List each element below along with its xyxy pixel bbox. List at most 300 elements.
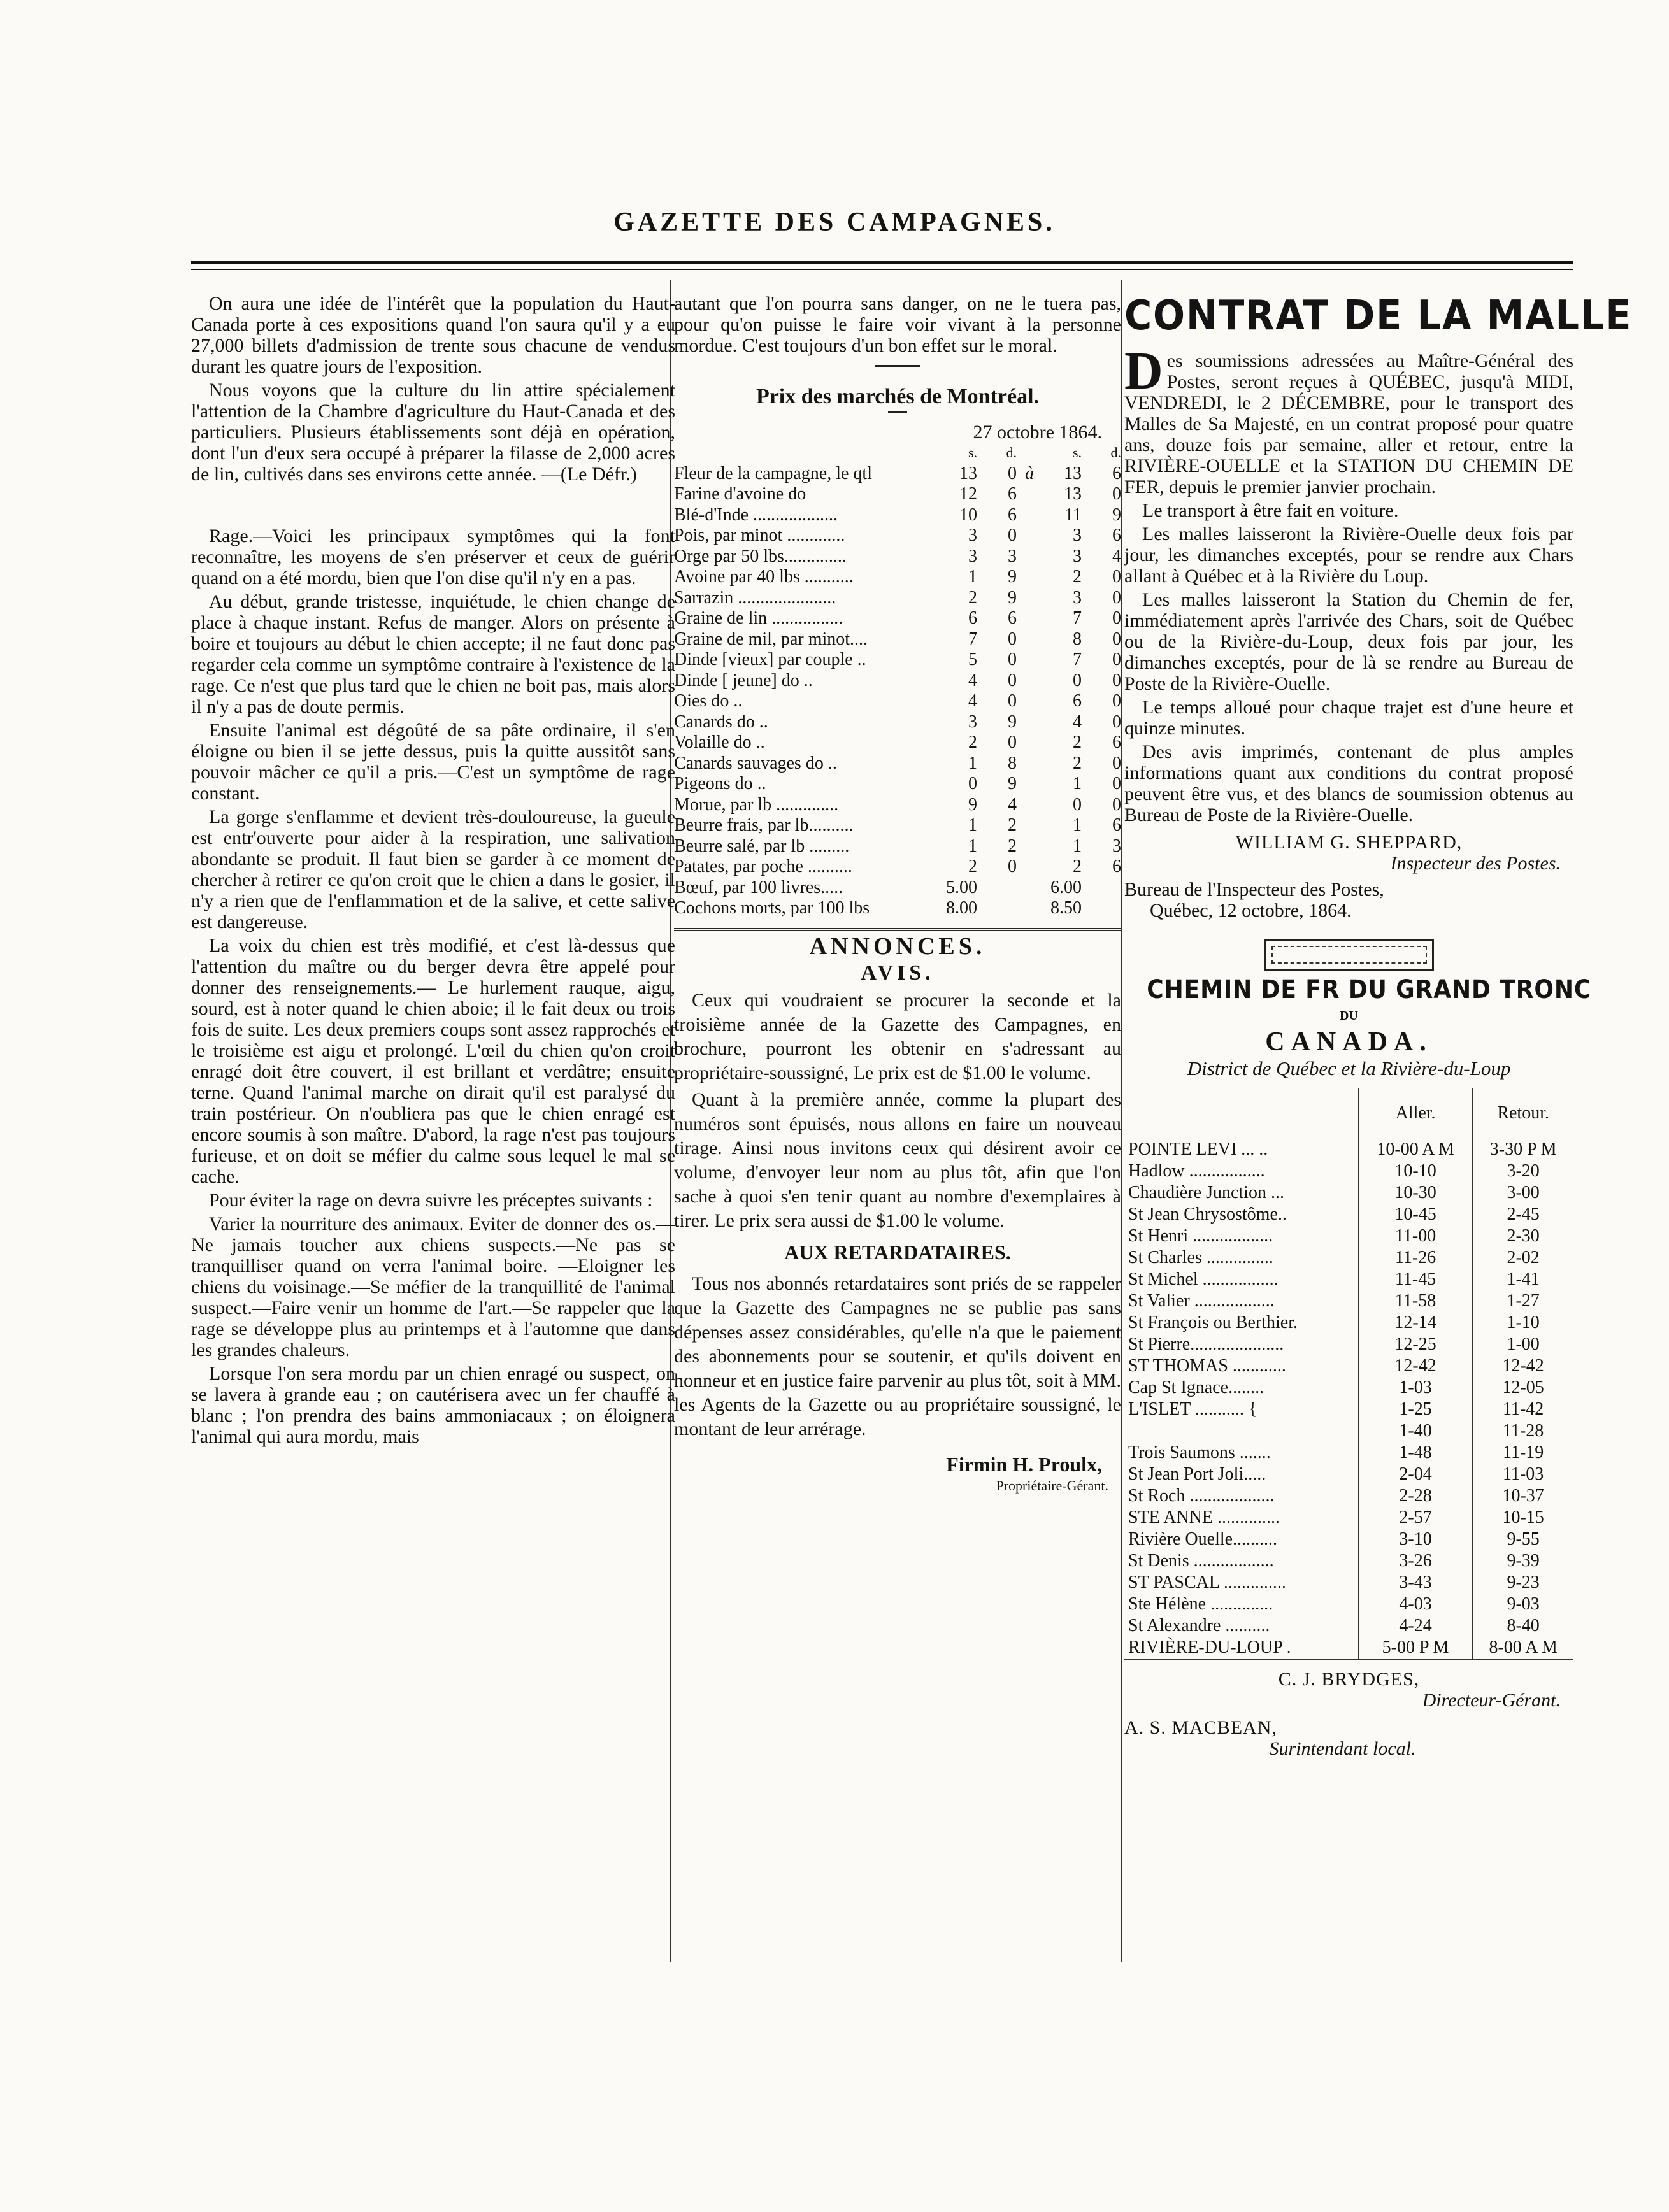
time-aller: 10-45 bbox=[1359, 1204, 1472, 1225]
time-retour: 11-19 bbox=[1503, 1443, 1544, 1462]
price-high: 0 bbox=[1073, 670, 1082, 690]
price-low: 2 bbox=[968, 732, 977, 752]
station-name: ST THOMAS ............ bbox=[1124, 1355, 1359, 1377]
price-high: 3 bbox=[1073, 525, 1082, 545]
time-retour: 10-15 bbox=[1502, 1508, 1544, 1527]
price-separator bbox=[1017, 795, 1042, 816]
price-separator bbox=[1017, 484, 1042, 505]
market-item-name: Oies do .. bbox=[674, 691, 743, 711]
article-paragraph: La gorge s'enflamme et devient très-douloureuse, la gueule est entr'ouverte pour aider à la respiration, une salivation abondante se produit. Il faut bien se garder à ce moment de chercher à retirer ce qu'on croit que le chien a dans le gosier, il n'y a rien que de l'enflammation et de la salive, et cette salive est dangereuse. bbox=[191, 806, 675, 932]
price-high-d: 0 bbox=[1112, 608, 1121, 628]
price-low-d: 0 bbox=[1008, 650, 1017, 669]
time-aller: 10-30 bbox=[1359, 1182, 1472, 1204]
price-high-d: 0 bbox=[1112, 794, 1121, 815]
station-name: Rivière Ouelle.......... bbox=[1124, 1529, 1359, 1550]
schedule-row bbox=[1124, 1594, 1573, 1615]
price-high-d: 0 bbox=[1112, 670, 1121, 690]
price-separator bbox=[1017, 857, 1042, 878]
schedule-row bbox=[1124, 1204, 1573, 1225]
time-retour: 1-27 bbox=[1507, 1291, 1540, 1311]
market-row bbox=[674, 464, 1121, 485]
schedule-row bbox=[1124, 1290, 1573, 1312]
column-divider-2 bbox=[1121, 280, 1122, 1962]
price-low-d: 9 bbox=[1008, 711, 1017, 732]
column-3 bbox=[1124, 292, 1633, 1759]
time-aller: 12-14 bbox=[1359, 1312, 1472, 1334]
signature-role: Propriétaire-Gérant. bbox=[996, 1477, 1108, 1494]
price-low: 6 bbox=[968, 608, 977, 628]
price-separator bbox=[1017, 898, 1042, 919]
price-low: 0 bbox=[968, 774, 977, 794]
time-aller: 4-03 bbox=[1359, 1594, 1472, 1615]
price-high: 1 bbox=[1073, 774, 1082, 794]
time-aller: 10-10 bbox=[1359, 1160, 1472, 1182]
station-name: St François ou Berthier. bbox=[1124, 1312, 1359, 1334]
price-low: 2 bbox=[968, 587, 977, 608]
time-retour: 11-28 bbox=[1503, 1421, 1544, 1441]
price-low-d: 0 bbox=[1008, 463, 1017, 483]
time-aller: 1-25 bbox=[1359, 1399, 1472, 1420]
contract-paragraph: Des avis imprimés, contenant de plus amples informations quant aux conditions du contrat proposé peuvent être vus, et des blancs de soumission obtenus au Bureau de Poste de la Rivière-Ouelle. bbox=[1124, 741, 1573, 825]
price-separator bbox=[1017, 712, 1042, 733]
contract-title: CONTRAT DE LA MALLE bbox=[1124, 292, 1633, 339]
price-low: 3 bbox=[968, 546, 977, 566]
time-retour: 3-00 bbox=[1507, 1183, 1540, 1202]
price-high-d: 9 bbox=[1112, 504, 1121, 525]
article-paragraph: Rage.—Voici les principaux symptômes qui la font reconnaître, les moyens de s'en préserver et ceux de guérir quand on a été mordu, bien que l'on dise qu'il n'y en a pas. bbox=[191, 525, 675, 589]
price-low: 1 bbox=[968, 753, 977, 773]
price-high-d: 3 bbox=[1112, 836, 1121, 856]
article-paragraph: On aura une idée de l'intérêt que la population du Haut-Canada porte à ces expositions quand l'on saura qu'il y a eu 27,000 billets d'admission de trente sous chacune de vendus durant les quatre jours de l'exposition. bbox=[191, 293, 675, 377]
schedule-row bbox=[1124, 1507, 1573, 1529]
price-low: 3 bbox=[968, 711, 977, 732]
market-row bbox=[674, 505, 1121, 526]
col-retour-header: Retour. bbox=[1497, 1103, 1549, 1123]
price-separator bbox=[1017, 650, 1042, 671]
station-name: St Michel ................. bbox=[1124, 1269, 1359, 1290]
price-low: 5.00 bbox=[946, 877, 977, 897]
macbean-role: Surintendant local. bbox=[1269, 1738, 1416, 1759]
article-paragraph: Au début, grande tristesse, inquiétude, le chien change de place à chaque instant. Refus de manger. Alors on présente à boire et toujours au début le chien accepte; il ne faut donc pas regarder cela comme un symptôme contraire à l'existence de la rage. Ce n'est que plus tard que le chien ne boit pas, mais alors il n'y a pas de doute permis. bbox=[191, 591, 675, 717]
price-high-d bbox=[1082, 878, 1121, 899]
schedule-row bbox=[1124, 1529, 1573, 1550]
price-high-d: 6 bbox=[1112, 732, 1121, 752]
station-name: Chaudière Junction ... bbox=[1124, 1182, 1359, 1204]
station-name: St Charles ............... bbox=[1124, 1247, 1359, 1269]
price-high: 3 bbox=[1073, 546, 1082, 566]
price-separator bbox=[1017, 567, 1042, 588]
station-name: L'ISLET ........... { bbox=[1124, 1399, 1359, 1420]
station-name: Ste Hélène .............. bbox=[1124, 1594, 1359, 1615]
time-aller: 2-28 bbox=[1359, 1485, 1472, 1507]
market-title: Prix des marchés de Montréal. bbox=[756, 385, 1040, 408]
market-row bbox=[674, 753, 1121, 774]
price-high-d: 0 bbox=[1112, 567, 1121, 587]
schedule-row bbox=[1124, 1442, 1573, 1464]
schedule-row bbox=[1124, 1247, 1573, 1269]
station-name: St Roch ................... bbox=[1124, 1485, 1359, 1507]
schedule-row bbox=[1124, 1377, 1573, 1399]
price-separator bbox=[1017, 629, 1042, 650]
time-retour: 3-30 P M bbox=[1489, 1139, 1557, 1159]
price-high-d: 6 bbox=[1112, 857, 1121, 876]
schedule-row bbox=[1124, 1355, 1573, 1377]
price-high: 8.50 bbox=[1050, 898, 1082, 918]
time-aller: 1-03 bbox=[1359, 1377, 1472, 1399]
price-high: 3 bbox=[1073, 587, 1082, 608]
price-high: 7 bbox=[1073, 608, 1082, 628]
contract-paragraph: Le transport à être fait en voiture. bbox=[1142, 500, 1399, 521]
price-low-d: 9 bbox=[1008, 567, 1017, 587]
station-name: POINTE LEVI ... .. bbox=[1124, 1139, 1359, 1160]
station-name: Hadlow ................. bbox=[1124, 1160, 1359, 1182]
price-high-d: 0 bbox=[1112, 711, 1121, 732]
schedule-row bbox=[1124, 1550, 1573, 1572]
price-high: 1 bbox=[1073, 836, 1082, 856]
train-schedule bbox=[1124, 1088, 1573, 1660]
price-low-d: 8 bbox=[1008, 753, 1017, 773]
market-item-name: Graine de lin ................ bbox=[674, 608, 843, 628]
market-item-name: Canards do .. bbox=[674, 711, 768, 732]
bureau-line: Bureau de l'Inspecteur des Postes, bbox=[1124, 879, 1384, 900]
masthead-rule bbox=[191, 261, 1573, 264]
time-retour: 12-42 bbox=[1502, 1356, 1544, 1376]
price-low: 13 bbox=[959, 463, 977, 483]
price-high-d: 0 bbox=[1112, 587, 1121, 608]
station-name: ST PASCAL .............. bbox=[1124, 1572, 1359, 1594]
separator bbox=[875, 365, 920, 367]
market-row bbox=[674, 857, 1121, 878]
price-low-d: 3 bbox=[1008, 546, 1017, 566]
station-name bbox=[1124, 1420, 1359, 1442]
price-separator bbox=[1017, 671, 1042, 692]
price-low: 10 bbox=[959, 504, 977, 525]
price-high: 2 bbox=[1073, 567, 1082, 587]
price-low-d: 0 bbox=[1008, 629, 1017, 649]
price-separator bbox=[1017, 691, 1042, 712]
grand-tronc-canada: CANADA. bbox=[1265, 1027, 1433, 1057]
market-row bbox=[674, 608, 1121, 629]
time-retour: 1-00 bbox=[1507, 1334, 1540, 1354]
price-high: 2 bbox=[1073, 732, 1082, 752]
time-aller: 1-40 bbox=[1359, 1420, 1472, 1442]
market-row bbox=[674, 484, 1121, 505]
schedule-row bbox=[1124, 1637, 1573, 1659]
price-separator: à bbox=[1025, 463, 1034, 483]
station-name: St Valier .................. bbox=[1124, 1290, 1359, 1312]
market-item-name: Fleur de la campagne, le qtl bbox=[674, 463, 872, 483]
schedule-row bbox=[1124, 1334, 1573, 1355]
avis-paragraph: Quant à la première année, comme la plupart des numéros sont épuisés, nous allons en faire un nouveau tirage. Ainsi nous invitons ceux qui désirent avoir ce volume, d'envoyer leur nom au plus tôt, afin que l'on sache à quoi s'en tenir quant au nombre d'exemplaires à tirer. Le prix sera aussi de $1.00 le volume. bbox=[674, 1088, 1121, 1231]
price-low-d: 2 bbox=[1008, 815, 1017, 835]
price-separator bbox=[1017, 505, 1042, 526]
price-high-d: 0 bbox=[1112, 774, 1121, 794]
macbean-name: A. S. MACBEAN, bbox=[1124, 1717, 1277, 1738]
market-row bbox=[674, 567, 1121, 588]
price-high: 7 bbox=[1073, 650, 1082, 669]
market-item-name: Farine d'avoine do bbox=[674, 484, 806, 504]
price-separator bbox=[1017, 815, 1042, 836]
time-retour: 2-30 bbox=[1507, 1226, 1540, 1246]
article-paragraph: Nous voyons que la culture du lin attire spécialement l'attention de la Chambre d'agriculture du Haut-Canada et des particuliers. Plusieurs établissements sont déjà en opération, dont l'un d'eux sera occupé à préparer la filasse de 2,000 acres de lin, cultivés dans ses environs cette année. —(Le Défr.) bbox=[191, 380, 675, 485]
time-aller: 4-24 bbox=[1359, 1615, 1472, 1637]
price-high: 8 bbox=[1073, 629, 1082, 649]
time-aller: 1-48 bbox=[1359, 1442, 1472, 1464]
price-low-d: 0 bbox=[1008, 670, 1017, 690]
market-row bbox=[674, 691, 1121, 712]
market-item-name: Orge par 50 lbs.............. bbox=[674, 546, 847, 566]
train-ornament-icon bbox=[1264, 939, 1434, 971]
price-low-d: 9 bbox=[1008, 587, 1017, 608]
price-high-d: 0 bbox=[1112, 484, 1121, 504]
price-separator bbox=[1017, 588, 1042, 609]
market-row bbox=[674, 525, 1121, 546]
contract-paragraph: Les malles laisseront la Station du Chemin de fer, immédiatement après l'arrivée des Chars, soit de Québec ou de la Rivière-du-Loup, deux fois par jour, les dimanches exceptés, pour de là se rendre au Bureau de Poste de la Rivière-Ouelle. bbox=[1124, 589, 1573, 694]
market-item-name: Patates, par poche .......... bbox=[674, 857, 852, 876]
station-name: St Jean Port Joli..... bbox=[1124, 1464, 1359, 1485]
market-row bbox=[674, 588, 1121, 609]
col-aller-header: Aller. bbox=[1359, 1088, 1472, 1139]
time-retour: 8-00 A M bbox=[1472, 1637, 1573, 1659]
time-retour: 9-39 bbox=[1507, 1551, 1540, 1571]
market-table bbox=[674, 464, 1121, 919]
article-paragraph: Lorsque l'on sera mordu par un chien enragé ou suspect, on se lavera à grande eau ; on cautérisera avec un fer chauffé à blanc ; l'on prendra des bains ammoniacaux ; on éloignera l'animal qui aura mordu, mais bbox=[191, 1363, 675, 1447]
price-low: 3 bbox=[968, 525, 977, 545]
price-low-d: 6 bbox=[1008, 504, 1017, 525]
market-unit-header: s. d. s. d. bbox=[968, 445, 1121, 460]
price-low-d bbox=[977, 878, 1017, 899]
sheppard-name: WILLIAM G. SHEPPARD, bbox=[1235, 832, 1463, 853]
price-high-d: 0 bbox=[1112, 691, 1121, 711]
price-low: 2 bbox=[968, 857, 977, 876]
price-high-d: 0 bbox=[1112, 753, 1121, 773]
price-low-d bbox=[977, 898, 1017, 919]
price-high-d bbox=[1082, 898, 1121, 919]
bureau-date: Québec, 12 octobre, 1864. bbox=[1150, 900, 1352, 921]
avis-paragraph: Ceux qui voudraient se procurer la seconde et la troisième année de la Gazette des Campagnes, en brochure, pourront les obtenir en s'adressant au propriétaire-soussigné, Le prix est de $1.00 le volume. bbox=[674, 989, 1121, 1083]
price-low-d: 6 bbox=[1008, 484, 1017, 504]
market-item-name: Bœuf, par 100 livres..... bbox=[674, 877, 843, 897]
masthead-rule-thin bbox=[191, 269, 1573, 270]
time-retour: 9-03 bbox=[1507, 1594, 1540, 1614]
price-separator bbox=[1017, 525, 1042, 546]
market-row bbox=[674, 898, 1121, 919]
time-retour: 12-05 bbox=[1502, 1378, 1544, 1397]
price-high: 0 bbox=[1073, 794, 1082, 815]
price-high-d: 4 bbox=[1112, 546, 1121, 566]
station-name: St Jean Chrysostôme.. bbox=[1124, 1204, 1359, 1225]
price-high: 4 bbox=[1073, 711, 1082, 732]
price-low-d: 4 bbox=[1008, 794, 1017, 815]
price-low-d: 0 bbox=[1008, 732, 1017, 752]
price-low: 5 bbox=[968, 650, 977, 669]
price-high: 13 bbox=[1064, 484, 1082, 504]
masthead: GAZETTE DES CAMPAGNES. bbox=[613, 208, 1056, 237]
article-paragraph: La voix du chien est très modifié, et c'est là-dessus que l'attention du maître ou du berger devra être appelé pour donner des renseignements.— Le hurlement rauque, aigu, sourd, est à noter quand le chien aboie; il le fait deux ou trois fois de suite. Les deux premiers coups sont assez rapprochés et le troisième est aigu et prolongé. L'œil du chien qu'on croit enragé doit être couvert, il est brillant et verdâtre; ensuite terne. Quand l'animal marche on dirait qu'il est paralysé du train postérieur. On n'oubliera pas que le chien enragé est encore soumis à son maître. D'abord, la rage n'est pas toujours furieuse, et on doit se méfier du calme sous lequel le mal se cache. bbox=[191, 935, 675, 1187]
sheppard-role: Inspecteur des Postes. bbox=[1390, 853, 1561, 874]
price-low: 4 bbox=[968, 670, 977, 690]
price-low: 9 bbox=[968, 794, 977, 815]
contract-paragraph: Le temps alloué pour chaque trajet est d'une heure et quinze minutes. bbox=[1124, 697, 1573, 739]
market-item-name: Dinde [ jeune] do .. bbox=[674, 670, 813, 690]
brydges-name: C. J. BRYDGES, bbox=[1278, 1669, 1420, 1690]
price-low-d: 6 bbox=[1008, 608, 1017, 628]
time-aller: 2-04 bbox=[1359, 1464, 1472, 1485]
market-item-name: Canards sauvages do .. bbox=[674, 753, 837, 773]
double-rule bbox=[674, 928, 1121, 931]
schedule-row bbox=[1124, 1464, 1573, 1485]
time-retour: 11-03 bbox=[1503, 1464, 1544, 1484]
time-retour: 8-40 bbox=[1507, 1616, 1540, 1636]
market-item-name: Pois, par minot ............. bbox=[674, 525, 845, 545]
time-retour: 3-20 bbox=[1507, 1161, 1540, 1181]
station-name: St Henri .................. bbox=[1124, 1225, 1359, 1247]
schedule-row bbox=[1124, 1182, 1573, 1204]
station-name: St Alexandre .......... bbox=[1124, 1615, 1359, 1637]
price-low: 1 bbox=[968, 567, 977, 587]
station-name: Trois Saumons ....... bbox=[1124, 1442, 1359, 1464]
market-date: 27 octobre 1864. bbox=[973, 422, 1102, 443]
price-low: 7 bbox=[968, 629, 977, 649]
time-aller: 3-43 bbox=[1359, 1572, 1472, 1594]
market-row bbox=[674, 671, 1121, 692]
price-high: 13 bbox=[1064, 463, 1082, 483]
market-item-name: Blé-d'Inde ................... bbox=[674, 504, 838, 525]
time-aller: 11-26 bbox=[1359, 1247, 1472, 1269]
price-high: 2 bbox=[1073, 753, 1082, 773]
market-row bbox=[674, 815, 1121, 836]
schedule-row bbox=[1124, 1615, 1573, 1637]
market-item-name: Beurre frais, par lb.......... bbox=[674, 815, 854, 835]
market-item-name: Sarrazin ...................... bbox=[674, 587, 836, 608]
market-row bbox=[674, 836, 1121, 857]
market-row bbox=[674, 712, 1121, 733]
schedule-row bbox=[1124, 1399, 1573, 1420]
article-paragraph: Ensuite l'animal est dégoûté de sa pâte ordinaire, il s'en éloigne ou bien il se jette dessus, puis la quitte aussitôt sans pouvoir mâcher ce qu'il a pris.—C'est un symptôme de rage constant. bbox=[191, 720, 675, 804]
schedule-row bbox=[1124, 1312, 1573, 1334]
market-item-name: Dinde [vieux] par couple .. bbox=[674, 650, 866, 669]
price-high-d: 0 bbox=[1112, 629, 1121, 649]
price-separator bbox=[1017, 753, 1042, 774]
price-low-d: 0 bbox=[1008, 525, 1017, 545]
price-low-d: 0 bbox=[1008, 691, 1017, 711]
schedule-row bbox=[1124, 1225, 1573, 1247]
market-row bbox=[674, 732, 1121, 753]
time-retour: 10-37 bbox=[1502, 1486, 1544, 1506]
avis-title: AVIS. bbox=[861, 960, 935, 985]
price-separator bbox=[1017, 546, 1042, 567]
grand-tronc-title: CHEMIN DE FR DU GRAND TRONC bbox=[1147, 975, 1592, 1004]
price-low-d: 2 bbox=[1008, 836, 1017, 856]
station-name: STE ANNE .............. bbox=[1124, 1507, 1359, 1529]
market-item-name: Beurre salé, par lb ......... bbox=[674, 836, 850, 856]
price-low: 1 bbox=[968, 836, 977, 856]
time-aller: 11-45 bbox=[1359, 1269, 1472, 1290]
schedule-row bbox=[1124, 1160, 1573, 1182]
market-item-name: Pigeons do .. bbox=[674, 774, 766, 794]
annonces-title: ANNONCES. bbox=[809, 932, 986, 960]
separator bbox=[888, 411, 907, 413]
time-retour: 2-45 bbox=[1507, 1204, 1540, 1224]
schedule-row bbox=[1124, 1420, 1573, 1442]
price-high: 6 bbox=[1073, 691, 1082, 711]
price-low: 4 bbox=[968, 691, 977, 711]
time-retour: 1-41 bbox=[1507, 1269, 1540, 1289]
market-row bbox=[674, 878, 1121, 899]
price-separator bbox=[1017, 774, 1042, 795]
column-2 bbox=[674, 293, 1121, 1496]
continuation-paragraph: autant que l'on pourra sans danger, on ne le tuera pas, pour qu'on puisse le faire voir vivant à la personne mordue. C'est toujours d'un bon effet sur le moral. bbox=[674, 293, 1121, 356]
time-aller: 12-42 bbox=[1359, 1355, 1472, 1377]
price-high-d: 6 bbox=[1112, 815, 1121, 835]
schedule-row bbox=[1124, 1139, 1573, 1160]
price-separator bbox=[1017, 878, 1042, 899]
price-high: 1 bbox=[1073, 815, 1082, 835]
market-item-name: Avoine par 40 lbs ........... bbox=[674, 567, 854, 587]
schedule-row bbox=[1124, 1572, 1573, 1594]
time-aller: 11-00 bbox=[1359, 1225, 1472, 1247]
price-high: 6.00 bbox=[1050, 877, 1082, 897]
grand-tronc-du: DU bbox=[1340, 1009, 1358, 1023]
market-row bbox=[674, 629, 1121, 650]
time-retour: 9-23 bbox=[1507, 1573, 1540, 1592]
market-row bbox=[674, 650, 1121, 671]
signature: Firmin H. Proulx, bbox=[946, 1452, 1102, 1476]
price-high: 2 bbox=[1073, 857, 1082, 876]
market-item-name: Graine de mil, par minot.... bbox=[674, 629, 868, 649]
price-high-d: 6 bbox=[1112, 463, 1121, 483]
schedule-row bbox=[1124, 1269, 1573, 1290]
article-paragraph: Pour éviter la rage on devra suivre les préceptes suivants : bbox=[209, 1190, 653, 1211]
brydges-role: Directeur-Gérant. bbox=[1422, 1690, 1561, 1711]
time-retour: 2-02 bbox=[1507, 1248, 1540, 1267]
time-retour: 1-10 bbox=[1507, 1313, 1540, 1332]
station-name: St Pierre..................... bbox=[1124, 1334, 1359, 1355]
time-aller: 2-57 bbox=[1359, 1507, 1472, 1529]
time-retour: 9-55 bbox=[1507, 1529, 1540, 1549]
time-aller: 5-00 P M bbox=[1359, 1637, 1472, 1659]
price-low-d: 0 bbox=[1008, 857, 1017, 876]
district-line: District de Québec et la Rivière-du-Loup bbox=[1187, 1057, 1511, 1080]
retard-paragraph: Tous nos abonnés retardataires sont priés de se rappeler que la Gazette des Campagnes ne se publie pas sans dépenses assez considérables, qu'elle n'a que le paiement des abonnements pour se soutenir, et qu'ils doivent en honneur et en justice faire parvenir au plus tôt, soit à MM. les Agents de la Gazette ou au propriétaire soussigné, le montant de leur arrérage. bbox=[674, 1273, 1121, 1439]
price-high: 11 bbox=[1064, 504, 1082, 525]
drop-cap: D bbox=[1124, 341, 1163, 401]
market-row bbox=[674, 795, 1121, 816]
market-row bbox=[674, 546, 1121, 567]
price-separator bbox=[1017, 732, 1042, 753]
schedule-row bbox=[1124, 1485, 1573, 1507]
price-low: 12 bbox=[959, 484, 977, 504]
contract-paragraph: Les malles laisseront la Rivière-Ouelle deux fois par jour, les dimanches exceptés, pour se rendre aux Chars allant à Québec et à la Rivière du Loup. bbox=[1124, 524, 1573, 587]
time-retour: 11-42 bbox=[1503, 1399, 1544, 1419]
time-aller: 11-58 bbox=[1359, 1290, 1472, 1312]
time-aller: 10-00 A M bbox=[1359, 1139, 1472, 1160]
price-high-d: 6 bbox=[1112, 525, 1121, 545]
time-aller: 12-25 bbox=[1359, 1334, 1472, 1355]
price-low: 8.00 bbox=[946, 898, 977, 918]
market-item-name: Volaille do .. bbox=[674, 732, 765, 752]
station-name: St Denis .................. bbox=[1124, 1550, 1359, 1572]
retard-title: AUX RETARDATAIRES. bbox=[784, 1240, 1011, 1264]
time-aller: 3-10 bbox=[1359, 1529, 1472, 1550]
time-aller: 3-26 bbox=[1359, 1550, 1472, 1572]
contract-paragraph: Des soumissions adressées au Maître-Général des Postes, seront reçues à QUÉBEC, jusqu'à MIDI, VENDREDI, le 2 DÉCEMBRE, pour le transport des Malles de Sa Majesté, en un contrat proposé pour quatre ans, douze fois par semaine, aller et retour, entre la RIVIÈRE-OUELLE et la STATION DU CHEMIN DE FER, depuis le premier janvier prochain. bbox=[1124, 341, 1573, 497]
station-name: Cap St Ignace........ bbox=[1124, 1377, 1359, 1399]
station-name: RIVIÈRE-DU-LOUP . bbox=[1124, 1637, 1359, 1659]
market-item-name: Morue, par lb .............. bbox=[674, 794, 839, 815]
price-separator bbox=[1017, 836, 1042, 857]
market-row bbox=[674, 774, 1121, 795]
